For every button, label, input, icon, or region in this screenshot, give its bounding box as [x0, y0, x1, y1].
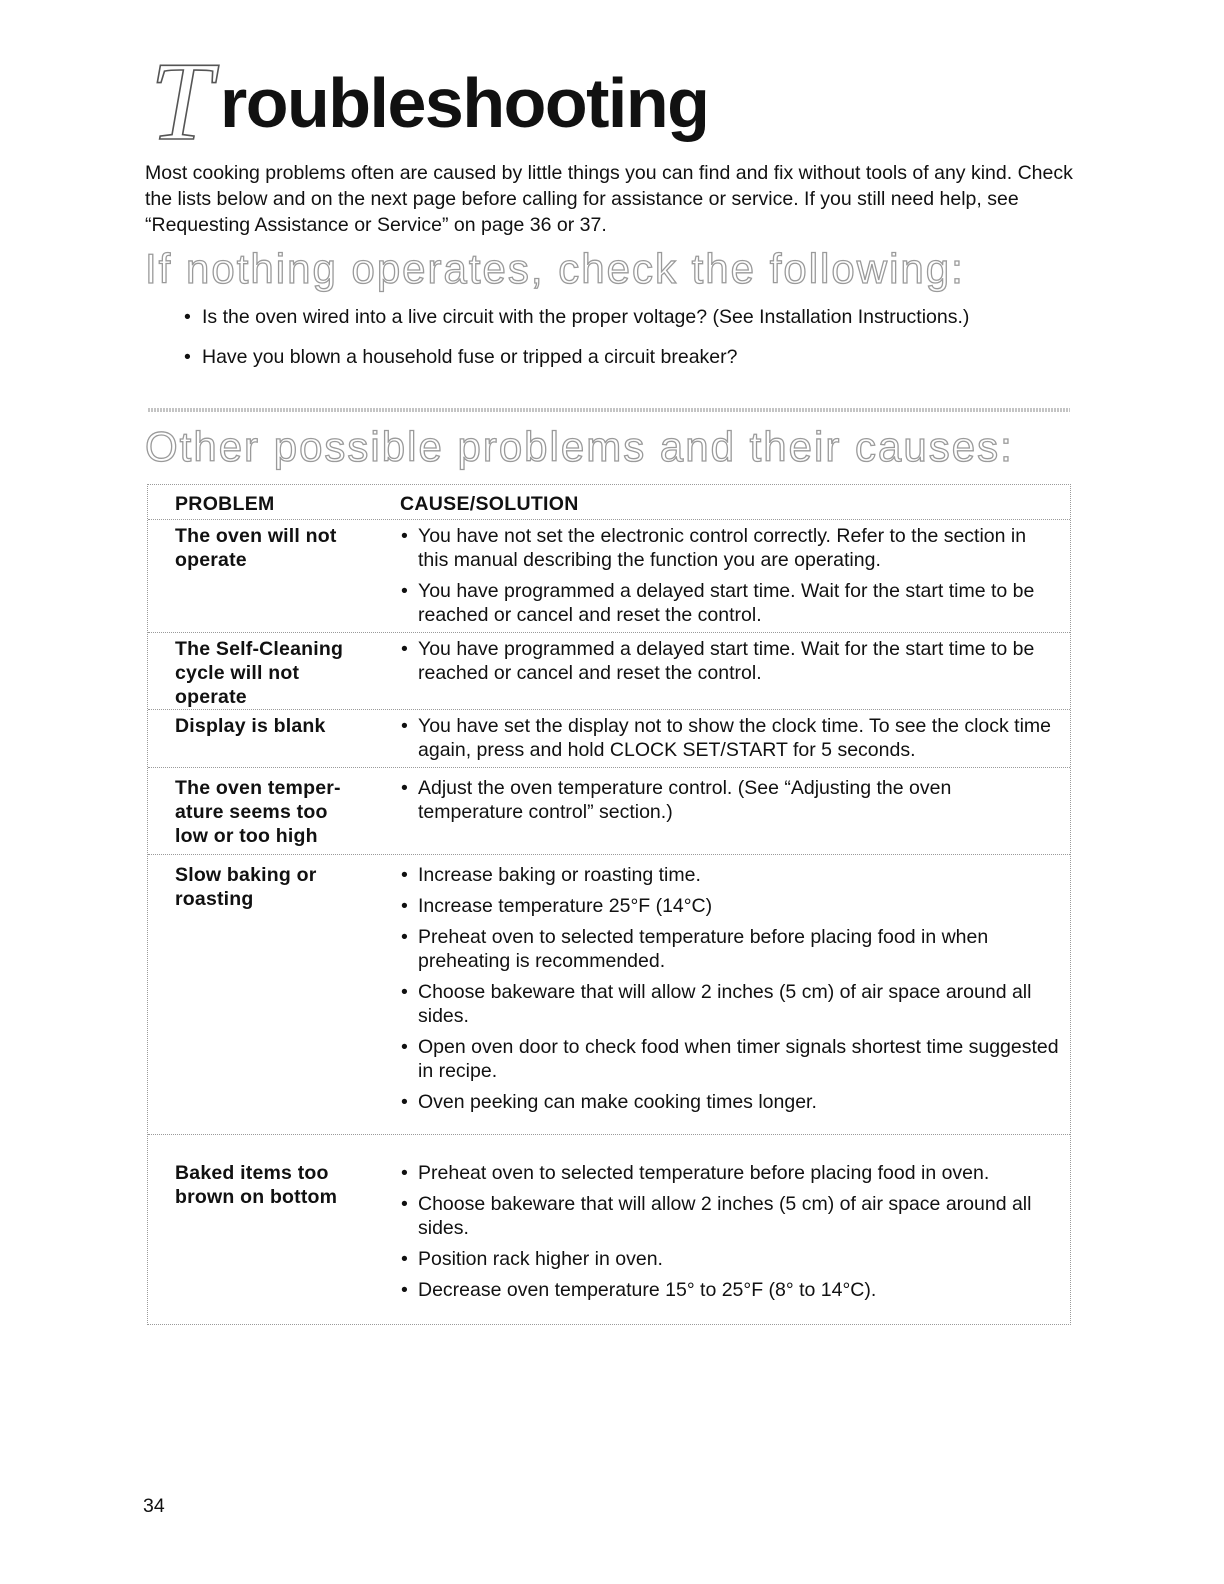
cause-item: • Oven peeking can make cooking times longer. — [400, 1090, 1060, 1114]
cause-item: • You have not set the electronic control correctly. Refer to the section in this manual describing the function you are operating. — [400, 524, 1060, 572]
cause-list — [400, 637, 1060, 685]
cause-item: • Adjust the oven temperature control. (See “Adjusting the oven temperature control” section.) — [400, 776, 1060, 824]
table-row — [148, 1134, 1070, 1324]
cause-list — [400, 863, 1060, 1114]
problem-cell: The Self-Cleaning cycle will not operate — [175, 638, 344, 708]
problem-cell: Baked items too brown on bottom — [175, 1162, 338, 1208]
table-row — [148, 854, 1070, 1134]
problem-cell: The oven will not operate — [175, 525, 337, 571]
cause-item: • You have programmed a delayed start time. Wait for the start time to be reached or cancel and reset the control. — [400, 637, 1060, 685]
cause-item: • Increase baking or roasting time. — [400, 863, 1060, 887]
intro-paragraph: Most cooking problems often are caused by little things you can find and fix without tools of any kind. Check the lists below and on the next page before calling for assistance or service. If you still need help, see “Requesting Assistance or Service” on page 36 or 37. — [145, 162, 1073, 236]
cause-list — [400, 524, 1060, 627]
cause-item: • Position rack higher in oven. — [400, 1247, 1060, 1271]
cause-item: • You have programmed a delayed start time. Wait for the start time to be reached or cancel and reset the control. — [400, 579, 1060, 627]
checklist-item: • Is the oven wired into a live circuit with the proper voltage? (See Installation Instructions.) — [180, 304, 1020, 330]
section-heading-nothing-operates: If nothing operates, check the following: — [145, 245, 965, 292]
section-divider — [148, 408, 1070, 412]
cause-list — [400, 776, 1060, 824]
cause-item: • Increase temperature 25°F (14°C) — [400, 894, 1060, 918]
table-row — [148, 767, 1070, 854]
section-heading-other-problems: Other possible problems and their causes: — [145, 423, 1014, 470]
table-row — [148, 709, 1070, 767]
problem-cell: Slow baking or roasting — [175, 864, 317, 910]
troubleshooting-table — [147, 484, 1071, 1325]
column-header-problem: PROBLEM — [175, 493, 275, 515]
table-header — [148, 485, 1070, 519]
title-text: roubleshooting — [220, 64, 709, 142]
table-row — [148, 632, 1070, 709]
cause-item: • Open oven door to check food when timer signals shortest time suggested in recipe. — [400, 1035, 1060, 1083]
cause-list — [400, 1161, 1060, 1302]
cause-item: • Choose bakeware that will allow 2 inches (5 cm) of air space around all sides. — [400, 1192, 1060, 1240]
cause-item: • Preheat oven to selected temperature before placing food in when preheating is recommended. — [400, 925, 1060, 973]
page-number: 34 — [143, 1495, 165, 1517]
problem-cell: Display is blank — [175, 715, 326, 737]
problem-cell: The oven temper- ature seems too low or too high — [175, 777, 341, 847]
cause-item: • Preheat oven to selected temperature before placing food in oven. — [400, 1161, 1060, 1185]
checklist-item: • Have you blown a household fuse or tripped a circuit breaker? — [180, 344, 1020, 370]
checklist — [180, 304, 1020, 384]
cause-list — [400, 714, 1060, 762]
cause-item: • Decrease oven temperature 15° to 25°F (8° to 14°C). — [400, 1278, 1060, 1302]
cause-item: • Choose bakeware that will allow 2 inches (5 cm) of air space around all sides. — [400, 980, 1060, 1028]
title-initial-letter: T — [150, 40, 213, 164]
cause-item: • You have set the display not to show the clock time. To see the clock time again, press and hold CLOCK SET/START for 5 seconds. — [400, 714, 1060, 762]
column-header-cause: CAUSE/SOLUTION — [400, 493, 579, 515]
table-row — [148, 519, 1070, 632]
